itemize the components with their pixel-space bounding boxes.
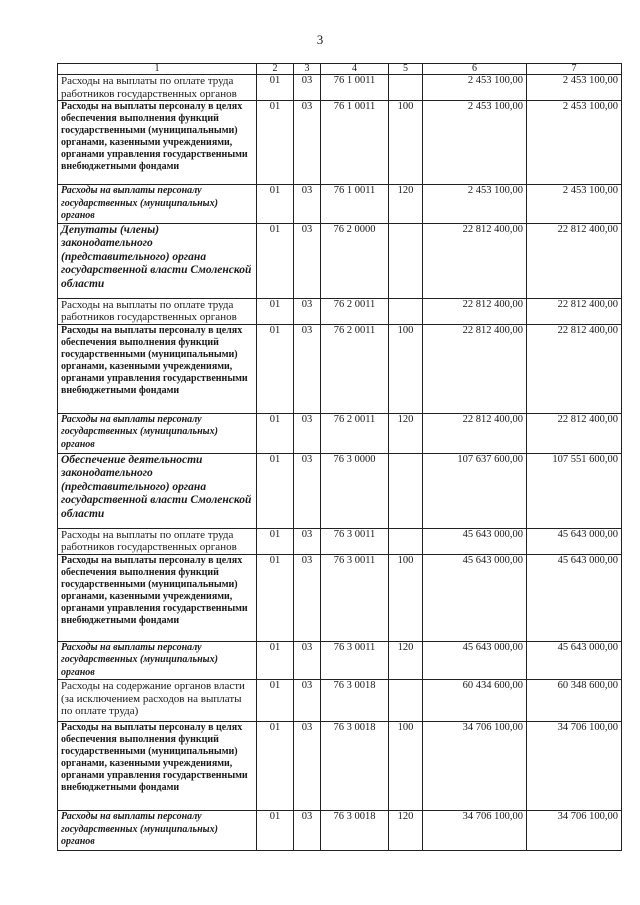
amount-year-1: 34 706 100,00 (423, 811, 527, 851)
amount-year-1: 2 453 100,00 (423, 75, 527, 101)
amount-year-1: 34 706 100,00 (423, 722, 527, 811)
column-header-6: 6 (423, 64, 527, 75)
expense-type-code (389, 223, 423, 298)
target-item-code: 76 3 0018 (321, 722, 389, 811)
expense-name: Расходы на выплаты персоналу государственных (муниципальных) органов (58, 811, 257, 851)
expense-type-code (389, 298, 423, 324)
table-row (58, 811, 622, 851)
section-code: 01 (257, 185, 294, 224)
column-header-5: 5 (389, 64, 423, 75)
expense-name: Расходы на выплаты персоналу государственных (муниципальных) органов (58, 413, 257, 453)
expense-type-code: 120 (389, 641, 423, 680)
table-row (58, 413, 622, 453)
expense-name: Депутаты (члены) законодательного (представительного) органа государственной власти Смоленской области (58, 223, 257, 298)
table-row (58, 680, 622, 722)
expense-type-code: 100 (389, 101, 423, 185)
section-code: 01 (257, 324, 294, 413)
page-number: 3 (316, 32, 324, 47)
target-item-code: 76 3 0011 (321, 528, 389, 554)
section-code: 01 (257, 75, 294, 101)
table-row (58, 185, 622, 224)
section-code: 01 (257, 453, 294, 528)
table-row (58, 554, 622, 641)
target-item-code: 76 2 0000 (321, 223, 389, 298)
expense-name: Расходы на выплаты по оплате труда работников государственных органов (58, 528, 257, 554)
target-item-code: 76 1 0011 (321, 75, 389, 101)
target-item-code: 76 3 0000 (321, 453, 389, 528)
subsection-code: 03 (294, 223, 321, 298)
amount-year-1: 22 812 400,00 (423, 298, 527, 324)
table-row (58, 101, 622, 185)
amount-year-1: 2 453 100,00 (423, 185, 527, 224)
column-header-1: 1 (58, 64, 257, 75)
amount-year-2: 34 706 100,00 (527, 722, 622, 811)
expense-type-code (389, 680, 423, 722)
table-row (58, 298, 622, 324)
amount-year-2: 34 706 100,00 (527, 811, 622, 851)
subsection-code: 03 (294, 811, 321, 851)
section-code: 01 (257, 413, 294, 453)
amount-year-2: 2 453 100,00 (527, 185, 622, 224)
amount-year-2: 45 643 000,00 (527, 528, 622, 554)
column-header-7: 7 (527, 64, 622, 75)
target-item-code: 76 3 0011 (321, 641, 389, 680)
amount-year-2: 107 551 600,00 (527, 453, 622, 528)
budget-table (57, 63, 622, 851)
section-code: 01 (257, 101, 294, 185)
amount-year-1: 45 643 000,00 (423, 528, 527, 554)
column-header-2: 2 (257, 64, 294, 75)
amount-year-2: 22 812 400,00 (527, 223, 622, 298)
table-row (58, 324, 622, 413)
amount-year-1: 22 812 400,00 (423, 223, 527, 298)
subsection-code: 03 (294, 298, 321, 324)
subsection-code: 03 (294, 101, 321, 185)
table-row (58, 528, 622, 554)
amount-year-1: 60 434 600,00 (423, 680, 527, 722)
target-item-code: 76 2 0011 (321, 324, 389, 413)
amount-year-2: 60 348 600,00 (527, 680, 622, 722)
expense-name: Расходы на выплаты персоналу в целях обеспечения выполнения функций государственными (муниципальными) органами, казенными учреждениями, органами управления государственными внебюджетными фондами (58, 101, 257, 185)
amount-year-2: 2 453 100,00 (527, 75, 622, 101)
expense-name: Расходы на выплаты по оплате труда работников государственных органов (58, 75, 257, 101)
amount-year-2: 45 643 000,00 (527, 554, 622, 641)
expense-name: Расходы на выплаты персоналу в целях обеспечения выполнения функций государственными (муниципальными) органами, казенными учреждениями, органами управления государственными внебюджетными фондами (58, 722, 257, 811)
expense-name: Обеспечение деятельности законодательного (представительного) органа государственной власти Смоленской области (58, 453, 257, 528)
subsection-code: 03 (294, 680, 321, 722)
section-code: 01 (257, 680, 294, 722)
expense-type-code (389, 453, 423, 528)
section-code: 01 (257, 298, 294, 324)
amount-year-2: 22 812 400,00 (527, 324, 622, 413)
target-item-code: 76 2 0011 (321, 298, 389, 324)
column-header-3: 3 (294, 64, 321, 75)
amount-year-2: 2 453 100,00 (527, 101, 622, 185)
amount-year-2: 45 643 000,00 (527, 641, 622, 680)
subsection-code: 03 (294, 75, 321, 101)
subsection-code: 03 (294, 324, 321, 413)
section-code: 01 (257, 811, 294, 851)
amount-year-1: 2 453 100,00 (423, 101, 527, 185)
subsection-code: 03 (294, 641, 321, 680)
expense-name: Расходы на выплаты персоналу в целях обеспечения выполнения функций государственными (муниципальными) органами, казенными учреждениями, органами управления государственными внебюджетными фондами (58, 554, 257, 641)
expense-type-code (389, 75, 423, 101)
expense-type-code: 100 (389, 554, 423, 641)
section-code: 01 (257, 554, 294, 641)
subsection-code: 03 (294, 185, 321, 224)
expense-type-code: 100 (389, 722, 423, 811)
subsection-code: 03 (294, 554, 321, 641)
table-row (58, 453, 622, 528)
section-code: 01 (257, 722, 294, 811)
expense-name: Расходы на выплаты персоналу в целях обеспечения выполнения функций государственными (муниципальными) органами, казенными учреждениями, органами управления государственными внебюджетными фондами (58, 324, 257, 413)
expense-type-code: 120 (389, 811, 423, 851)
expense-name: Расходы на содержание органов власти (за исключением расходов на выплаты по оплате труда) (58, 680, 257, 722)
amount-year-1: 22 812 400,00 (423, 324, 527, 413)
expense-name: Расходы на выплаты по оплате труда работников государственных органов (58, 298, 257, 324)
expense-type-code: 100 (389, 324, 423, 413)
subsection-code: 03 (294, 722, 321, 811)
section-code: 01 (257, 528, 294, 554)
table-row (58, 75, 622, 101)
expense-type-code: 120 (389, 185, 423, 224)
section-code: 01 (257, 641, 294, 680)
subsection-code: 03 (294, 453, 321, 528)
target-item-code: 76 2 0011 (321, 413, 389, 453)
subsection-code: 03 (294, 528, 321, 554)
expense-name: Расходы на выплаты персоналу государственных (муниципальных) органов (58, 185, 257, 224)
section-code: 01 (257, 223, 294, 298)
table-row (58, 641, 622, 680)
column-header-4: 4 (321, 64, 389, 75)
expense-name: Расходы на выплаты персоналу государственных (муниципальных) органов (58, 641, 257, 680)
expense-type-code (389, 528, 423, 554)
amount-year-1: 45 643 000,00 (423, 554, 527, 641)
target-item-code: 76 3 0011 (321, 554, 389, 641)
amount-year-1: 107 637 600,00 (423, 453, 527, 528)
subsection-code: 03 (294, 413, 321, 453)
amount-year-2: 22 812 400,00 (527, 298, 622, 324)
target-item-code: 76 1 0011 (321, 101, 389, 185)
target-item-code: 76 3 0018 (321, 811, 389, 851)
table-header-row (58, 64, 622, 75)
target-item-code: 76 1 0011 (321, 185, 389, 224)
table-row (58, 223, 622, 298)
expense-type-code: 120 (389, 413, 423, 453)
target-item-code: 76 3 0018 (321, 680, 389, 722)
amount-year-1: 22 812 400,00 (423, 413, 527, 453)
amount-year-1: 45 643 000,00 (423, 641, 527, 680)
table-row (58, 722, 622, 811)
amount-year-2: 22 812 400,00 (527, 413, 622, 453)
